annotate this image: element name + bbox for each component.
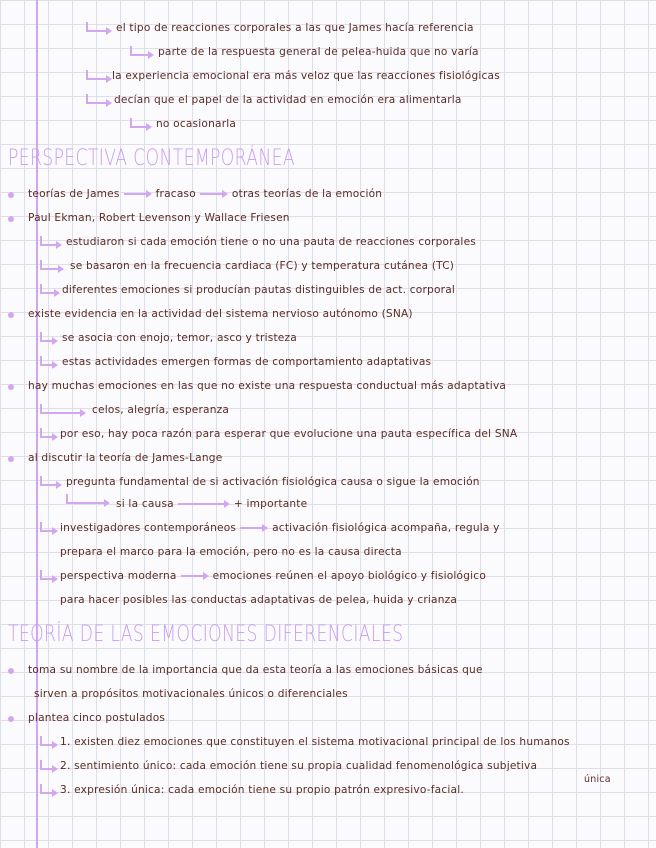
arrow-icon xyxy=(130,46,154,58)
note-text: fracaso xyxy=(155,188,196,200)
note-line: se asocia con enojo, temor, asco y tristeza xyxy=(62,332,297,344)
arrow-icon xyxy=(40,404,86,416)
note-text: emociones reúnen el apoyo biológico y fisiológico xyxy=(212,570,487,582)
note-line: se basaron en la frecuencia cardiaca (FC) y temperatura cutánea (TC) xyxy=(70,260,455,272)
arrow-icon xyxy=(40,428,58,440)
arrow-icon xyxy=(240,524,268,532)
arrow-icon xyxy=(200,190,228,198)
note-line: sirven a propósitos motivacionales únicos o diferenciales xyxy=(34,688,348,700)
bullet-dot xyxy=(8,384,14,390)
note-line: estas actividades emergen formas de comportamiento adaptativas xyxy=(62,356,432,368)
arrow-icon xyxy=(181,572,209,580)
note-line xyxy=(60,522,500,534)
note-line: 2. sentimiento único: cada emoción tiene su propia cualidad fenomenológica subjetiva xyxy=(60,760,538,772)
note-line: decían que el papel de la actividad en emoción era alimentarla xyxy=(114,94,462,106)
note-line: diferentes emociones si producían pautas distinguibles de act. corporal xyxy=(62,284,456,296)
note-line: para hacer posibles las conductas adaptativas de pelea, huida y crianza xyxy=(60,594,458,606)
section-heading: PERSPECTIVA CONTEMPORÁNEA xyxy=(8,146,296,171)
note-line: plantea cinco postulados xyxy=(28,712,166,724)
arrow-icon xyxy=(86,22,112,34)
arrow-icon xyxy=(66,494,110,506)
note-line: al discutir la teoría de James-Lange xyxy=(28,452,223,464)
note-text: + importante xyxy=(233,498,308,510)
note-line: estudiaron si cada emoción tiene o no una pauta de reacciones corporales xyxy=(66,236,477,248)
note-line: pregunta fundamental de si activación fisiológica causa o sigue la emoción xyxy=(66,476,480,488)
note-line xyxy=(28,188,382,200)
arrow-icon xyxy=(40,332,58,344)
note-line: no ocasionarla xyxy=(156,118,237,130)
arrow-icon xyxy=(124,190,152,198)
bullet-dot xyxy=(8,312,14,318)
note-line: existe evidencia en la actividad del sistema nervioso autónomo (SNA) xyxy=(28,308,413,320)
note-line: celos, alegría, esperanza xyxy=(92,404,230,416)
note-line: 3. expresión única: cada emoción tiene su propio patrón expresivo-facial. xyxy=(60,784,464,796)
arrow-icon xyxy=(40,570,58,582)
note-line: toma su nombre de la importancia que da esta teoría a las emociones básicas que xyxy=(28,664,483,676)
note-text: otras teorías de la emoción xyxy=(231,188,383,200)
note-line: la experiencia emocional era más veloz que las reacciones fisiológicas xyxy=(112,70,500,82)
bullet-dot xyxy=(8,668,14,674)
note-text: teorías de James xyxy=(28,188,120,200)
margin-note: única xyxy=(584,774,611,785)
bullet-dot xyxy=(8,716,14,722)
bullet-dot xyxy=(8,456,14,462)
note-line: 1. existen diez emociones que constituyen el sistema motivacional principal de los humanos xyxy=(60,736,570,748)
note-line: el tipo de reacciones corporales a las que James hacía referencia xyxy=(116,22,474,34)
arrow-icon xyxy=(40,356,58,368)
bullet-dot xyxy=(8,216,14,222)
arrow-icon xyxy=(40,784,58,796)
bullet-dot xyxy=(8,192,14,198)
section-heading: TEORÍA DE LAS EMOCIONES DIFERENCIALES xyxy=(8,622,404,647)
note-text: perspectiva moderna xyxy=(60,570,177,582)
arrow-icon xyxy=(178,500,230,508)
note-line: prepara el marco para la emoción, pero no es la causa directa xyxy=(60,546,402,558)
arrow-icon xyxy=(130,118,152,130)
note-text: investigadores contemporáneos xyxy=(60,522,237,534)
arrow-icon xyxy=(40,284,60,296)
note-text: activación fisiológica acompaña, regula y xyxy=(272,522,500,534)
arrow-icon xyxy=(40,476,62,488)
note-line: hay muchas emociones en las que no existe una respuesta conductual más adaptativa xyxy=(28,380,507,392)
note-line: por eso, hay poca razón para esperar que evolucione una pauta específica del SNA xyxy=(60,428,518,440)
arrow-icon xyxy=(40,522,58,534)
arrow-icon xyxy=(40,236,62,248)
note-line xyxy=(116,498,307,510)
arrow-icon xyxy=(40,260,64,272)
arrow-icon xyxy=(86,70,112,82)
note-line xyxy=(60,570,486,582)
note-line: Paul Ekman, Robert Levenson y Wallace Friesen xyxy=(28,212,290,224)
arrow-icon xyxy=(40,760,58,772)
note-line: parte de la respuesta general de pelea-huida que no varía xyxy=(158,46,479,58)
arrow-icon xyxy=(86,94,112,106)
arrow-icon xyxy=(40,736,58,748)
note-text: si la causa xyxy=(116,498,174,510)
